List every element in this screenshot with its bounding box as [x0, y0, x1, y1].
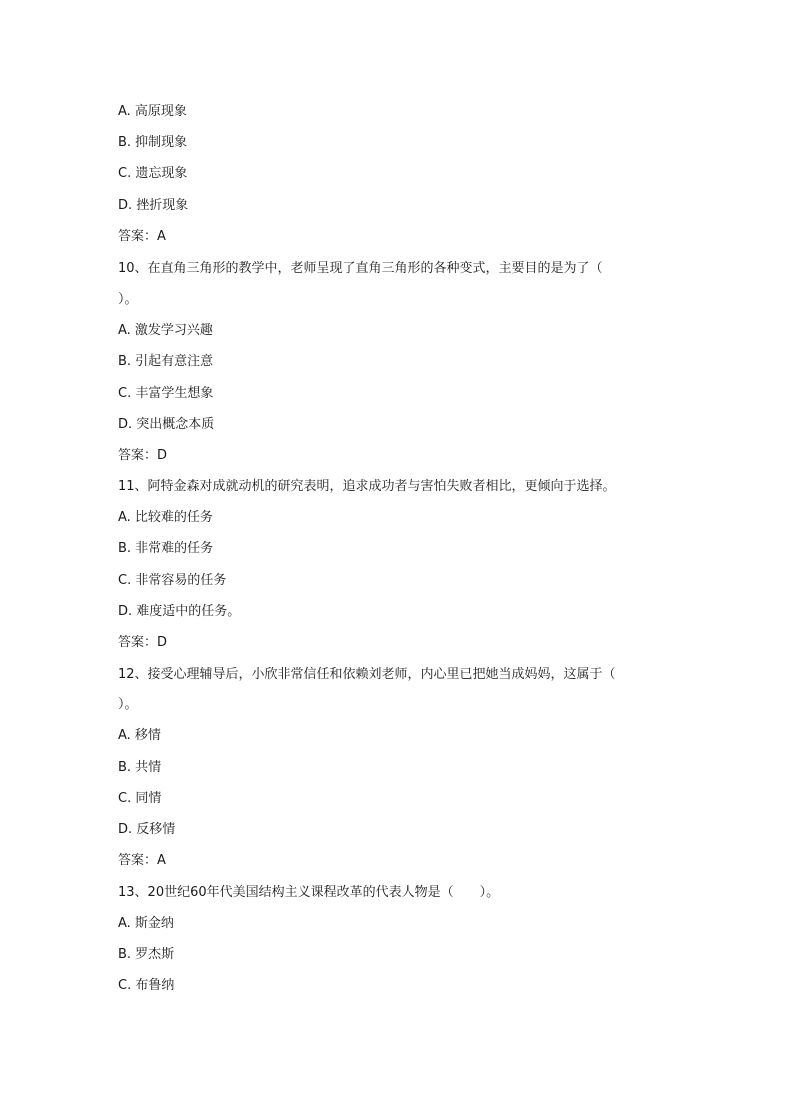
option-b-line: B. 共情	[118, 760, 162, 775]
option-a-line: A. 斯金纳	[118, 916, 174, 931]
answer-line: 答案：A	[118, 229, 166, 244]
option-d-line: D. 反移情	[118, 822, 176, 837]
option-d-line: D. 突出概念本质	[118, 417, 215, 432]
option-c-line: C. 同情	[118, 791, 162, 806]
option-c-line: C. 丰富学生想象	[118, 386, 214, 401]
question-11-text: 11、阿特金森对成就动机的研究表明，追求成功者与害怕失败者相比，更倾向于选择。	[118, 479, 616, 494]
answer-line: 答案：A	[118, 853, 166, 868]
question-10-text: 10、在直角三角形的教学中，老师呈现了直角三角形的各种变式，主要目的是为了（	[118, 261, 603, 276]
question-12-text: 12、接受心理辅导后，小欣非常信任和依赖刘老师，内心里已把她当成妈妈，这属于（	[118, 667, 616, 682]
option-c-line: C. 布鲁纳	[118, 978, 175, 993]
option-b-line: B. 罗杰斯	[118, 947, 175, 962]
question-12-text-continued: ）。	[118, 697, 138, 712]
option-b-line: B. 非常难的任务	[118, 541, 214, 556]
option-c-line: C. 遗忘现象	[118, 166, 188, 181]
option-b-line: B. 引起有意注意	[118, 354, 214, 369]
question-10-text-continued: ）。	[118, 292, 138, 307]
option-a-line: A. 高原现象	[118, 104, 187, 119]
option-a-line: A. 移情	[118, 728, 161, 743]
answer-line: 答案：D	[118, 635, 168, 650]
option-b-line: B. 抑制现象	[118, 135, 188, 150]
option-a-line: A. 激发学习兴趣	[118, 323, 213, 338]
option-c-line: C. 非常容易的任务	[118, 573, 227, 588]
question-13-text: 13、20世纪60年代美国结构主义课程改革的代表人物是（ ）。	[118, 885, 500, 900]
option-a-line: A. 比较难的任务	[118, 510, 213, 525]
option-d-line: D. 挫折现象	[118, 198, 189, 213]
answer-line: 答案：D	[118, 448, 168, 463]
option-d-line: D. 难度适中的任务。	[118, 604, 241, 619]
